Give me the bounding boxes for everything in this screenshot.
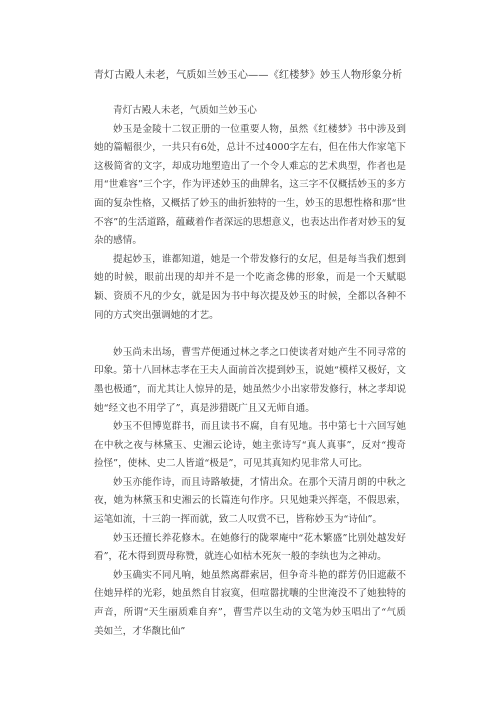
- document-body: [94, 102, 406, 641]
- document-title: 青灯古殿人未老，气质如兰妙玉心——《红楼梦》妙玉人物形象分析: [93, 70, 403, 81]
- paragraph-6: 妙玉还擅长养花修木。在她修行的陇翠庵中“花木繁盛”比别处越发好看”，花木得到贾母称赞，就连心如枯木死灰一般的李纨也为之神动。: [94, 532, 406, 563]
- paragraph-7: 妙玉确实不同凡响，她虽然离群索居，但争奇斗艳的群芳仍旧遮蔽不住她异样的光彩，她虽然自甘寂寞，但喧嚣扰嚷的尘世淹没不了她独特的声音，所谓“天生丽质难自弃”，曹雪芹以生动的文笔为妙玉唱出了“气质美如兰，才华馥比仙”: [94, 569, 406, 637]
- paragraph-1: 妙玉是金陵十二钗正册的一位重要人物，虽然《红楼梦》书中涉及到她的篇幅很少，一共只有6处，总计不过4000字左右，但在伟大作家笔下这极简省的文字，却成功地塑造出了一个令人难忘的艺术典型，作者也是用“世难容”三个字，作为评述妙玉的曲牌名，这三字不仅概括妙玉的多方面的复杂性格，又概括了妙玉的曲折独特的一生，妙玉的思想性格和那“世不容”的生活道路，蕴藏着作者深远的思想意义，也表达出作者对妙玉的复杂的感情。: [94, 123, 406, 247]
- paragraph-4: 妙玉不但博览群书，而且读书不腐，自有见地。书中第七十六回写她在中秋之夜与林黛玉、史湘云论诗，她主张诗写“真人真事”，反对“搜奇捡怪”，使林、史二人皆道“极是”，可见其真知灼见非常人可比。: [94, 421, 406, 470]
- paragraph-3: 妙玉尚未出场，曹雪芹便通过林之孝之口使读者对她产生不同寻常的印象。第十八回林志孝在王夫人面前首次提到妙玉，说她“模样又极好，文墨也极通”，而尤其让人惊异的是，她虽然少小出家带发修行，林之孝却说她“经文也不用学了”，真是涉猎既广且又无师自通。: [94, 346, 406, 414]
- paragraph-gap: [94, 325, 406, 344]
- subtitle: 青灯古殿人未老，气质如兰妙玉心: [113, 105, 257, 116]
- paragraph-5: 妙玉亦能作诗，而且诗路敏捷，才情出众。在那个天清月朗的中秋之夜，她为林黛玉和史湘云的长篇连句作序。只见她秉兴挥毫，不假思索，运笔如流，十三韵一挥而就，致二人叹赏不已，皆称妙玉为“诗仙”。: [94, 476, 406, 526]
- paragraph-2: 提起妙玉，谁都知道，她是一个带发修行的女尼，但是每当我们想到她的时候，眼前出现的却并不是一个吃斋念佛的形象，而是一个天赋聪颖、资质不凡的少女，就是因为书中每次提及妙玉的时候，全都以各种不同的方式突出强调她的才艺。: [94, 253, 406, 321]
